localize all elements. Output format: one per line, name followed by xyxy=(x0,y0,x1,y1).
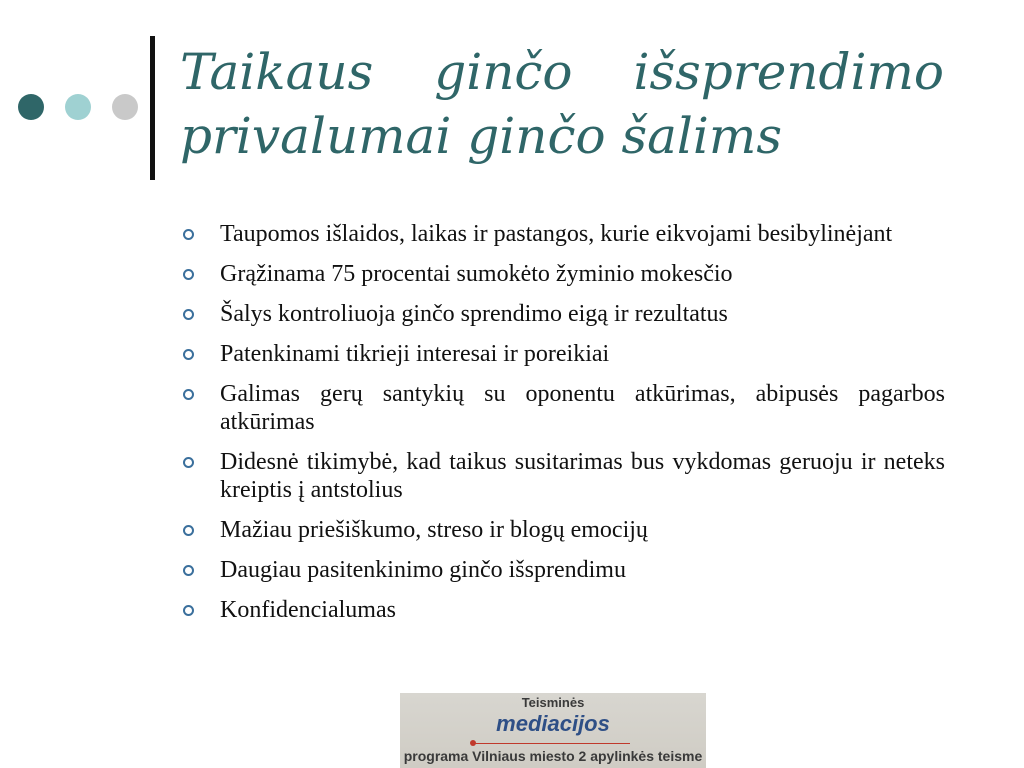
bullet-text: Daugiau pasitenkinimo ginčo išsprendimu xyxy=(220,557,626,583)
logo-rule xyxy=(474,743,630,744)
bullet-ring-icon xyxy=(183,269,194,280)
title-line-1: Taikaus ginčo išsprendimo xyxy=(180,43,944,101)
bullet-text: Patenkinami tikrieji interesai ir poreikiai xyxy=(220,341,610,367)
bullet-item xyxy=(183,340,945,368)
bullet-item xyxy=(183,260,945,288)
bullet-item xyxy=(183,380,945,436)
dot-dark-teal xyxy=(18,94,44,120)
bullet-item xyxy=(183,596,945,624)
decorative-dots xyxy=(18,94,138,120)
bullet-text: Konfidencialumas xyxy=(220,597,396,623)
bullet-item xyxy=(183,516,945,544)
dot-gray xyxy=(112,94,138,120)
bullet-text: Taupomos išlaidos, laikas ir pastangos, kurie eikvojami besibylinėjant xyxy=(220,221,893,247)
bullet-text: Mažiau priešiškumo, streso ir blogų emocijų xyxy=(220,517,648,543)
bullet-ring-icon xyxy=(183,457,194,468)
bullet-ring-icon xyxy=(183,309,194,320)
bullet-text: Grąžinama 75 procentai sumokėto žyminio mokesčio xyxy=(220,261,733,287)
bullet-item xyxy=(183,556,945,584)
bullet-item xyxy=(183,300,945,328)
mediation-program-logo xyxy=(400,693,706,768)
dot-light-teal xyxy=(65,94,91,120)
bullet-ring-icon xyxy=(183,349,194,360)
title-vertical-rule xyxy=(150,36,155,180)
bullet-text: Didesnė tikimybė, kad taikus susitarimas bus vykdomas geruoju ir neteks kreiptis į antstolius xyxy=(220,449,945,503)
bullet-ring-icon xyxy=(183,229,194,240)
bullet-ring-icon xyxy=(183,565,194,576)
bullet-text: Galimas gerų santykių su oponentu atkūrimas, abipusės pagarbos atkūrimas xyxy=(220,381,945,435)
bullet-item xyxy=(183,220,945,248)
bullet-ring-icon xyxy=(183,389,194,400)
bullet-ring-icon xyxy=(183,525,194,536)
title-line-2: privalumai ginčo šalims xyxy=(180,107,782,165)
logo-line-2: mediacijos xyxy=(496,711,610,736)
bullet-ring-icon xyxy=(183,605,194,616)
bullet-item xyxy=(183,448,945,504)
bullet-list xyxy=(183,220,945,636)
logo-line-3: programa Vilniaus miesto 2 apylinkės teisme xyxy=(403,748,703,764)
bullet-text: Šalys kontroliuoja ginčo sprendimo eigą ir rezultatus xyxy=(220,301,728,327)
logo-line-1: Teisminės xyxy=(521,695,585,710)
slide-title xyxy=(180,40,944,168)
